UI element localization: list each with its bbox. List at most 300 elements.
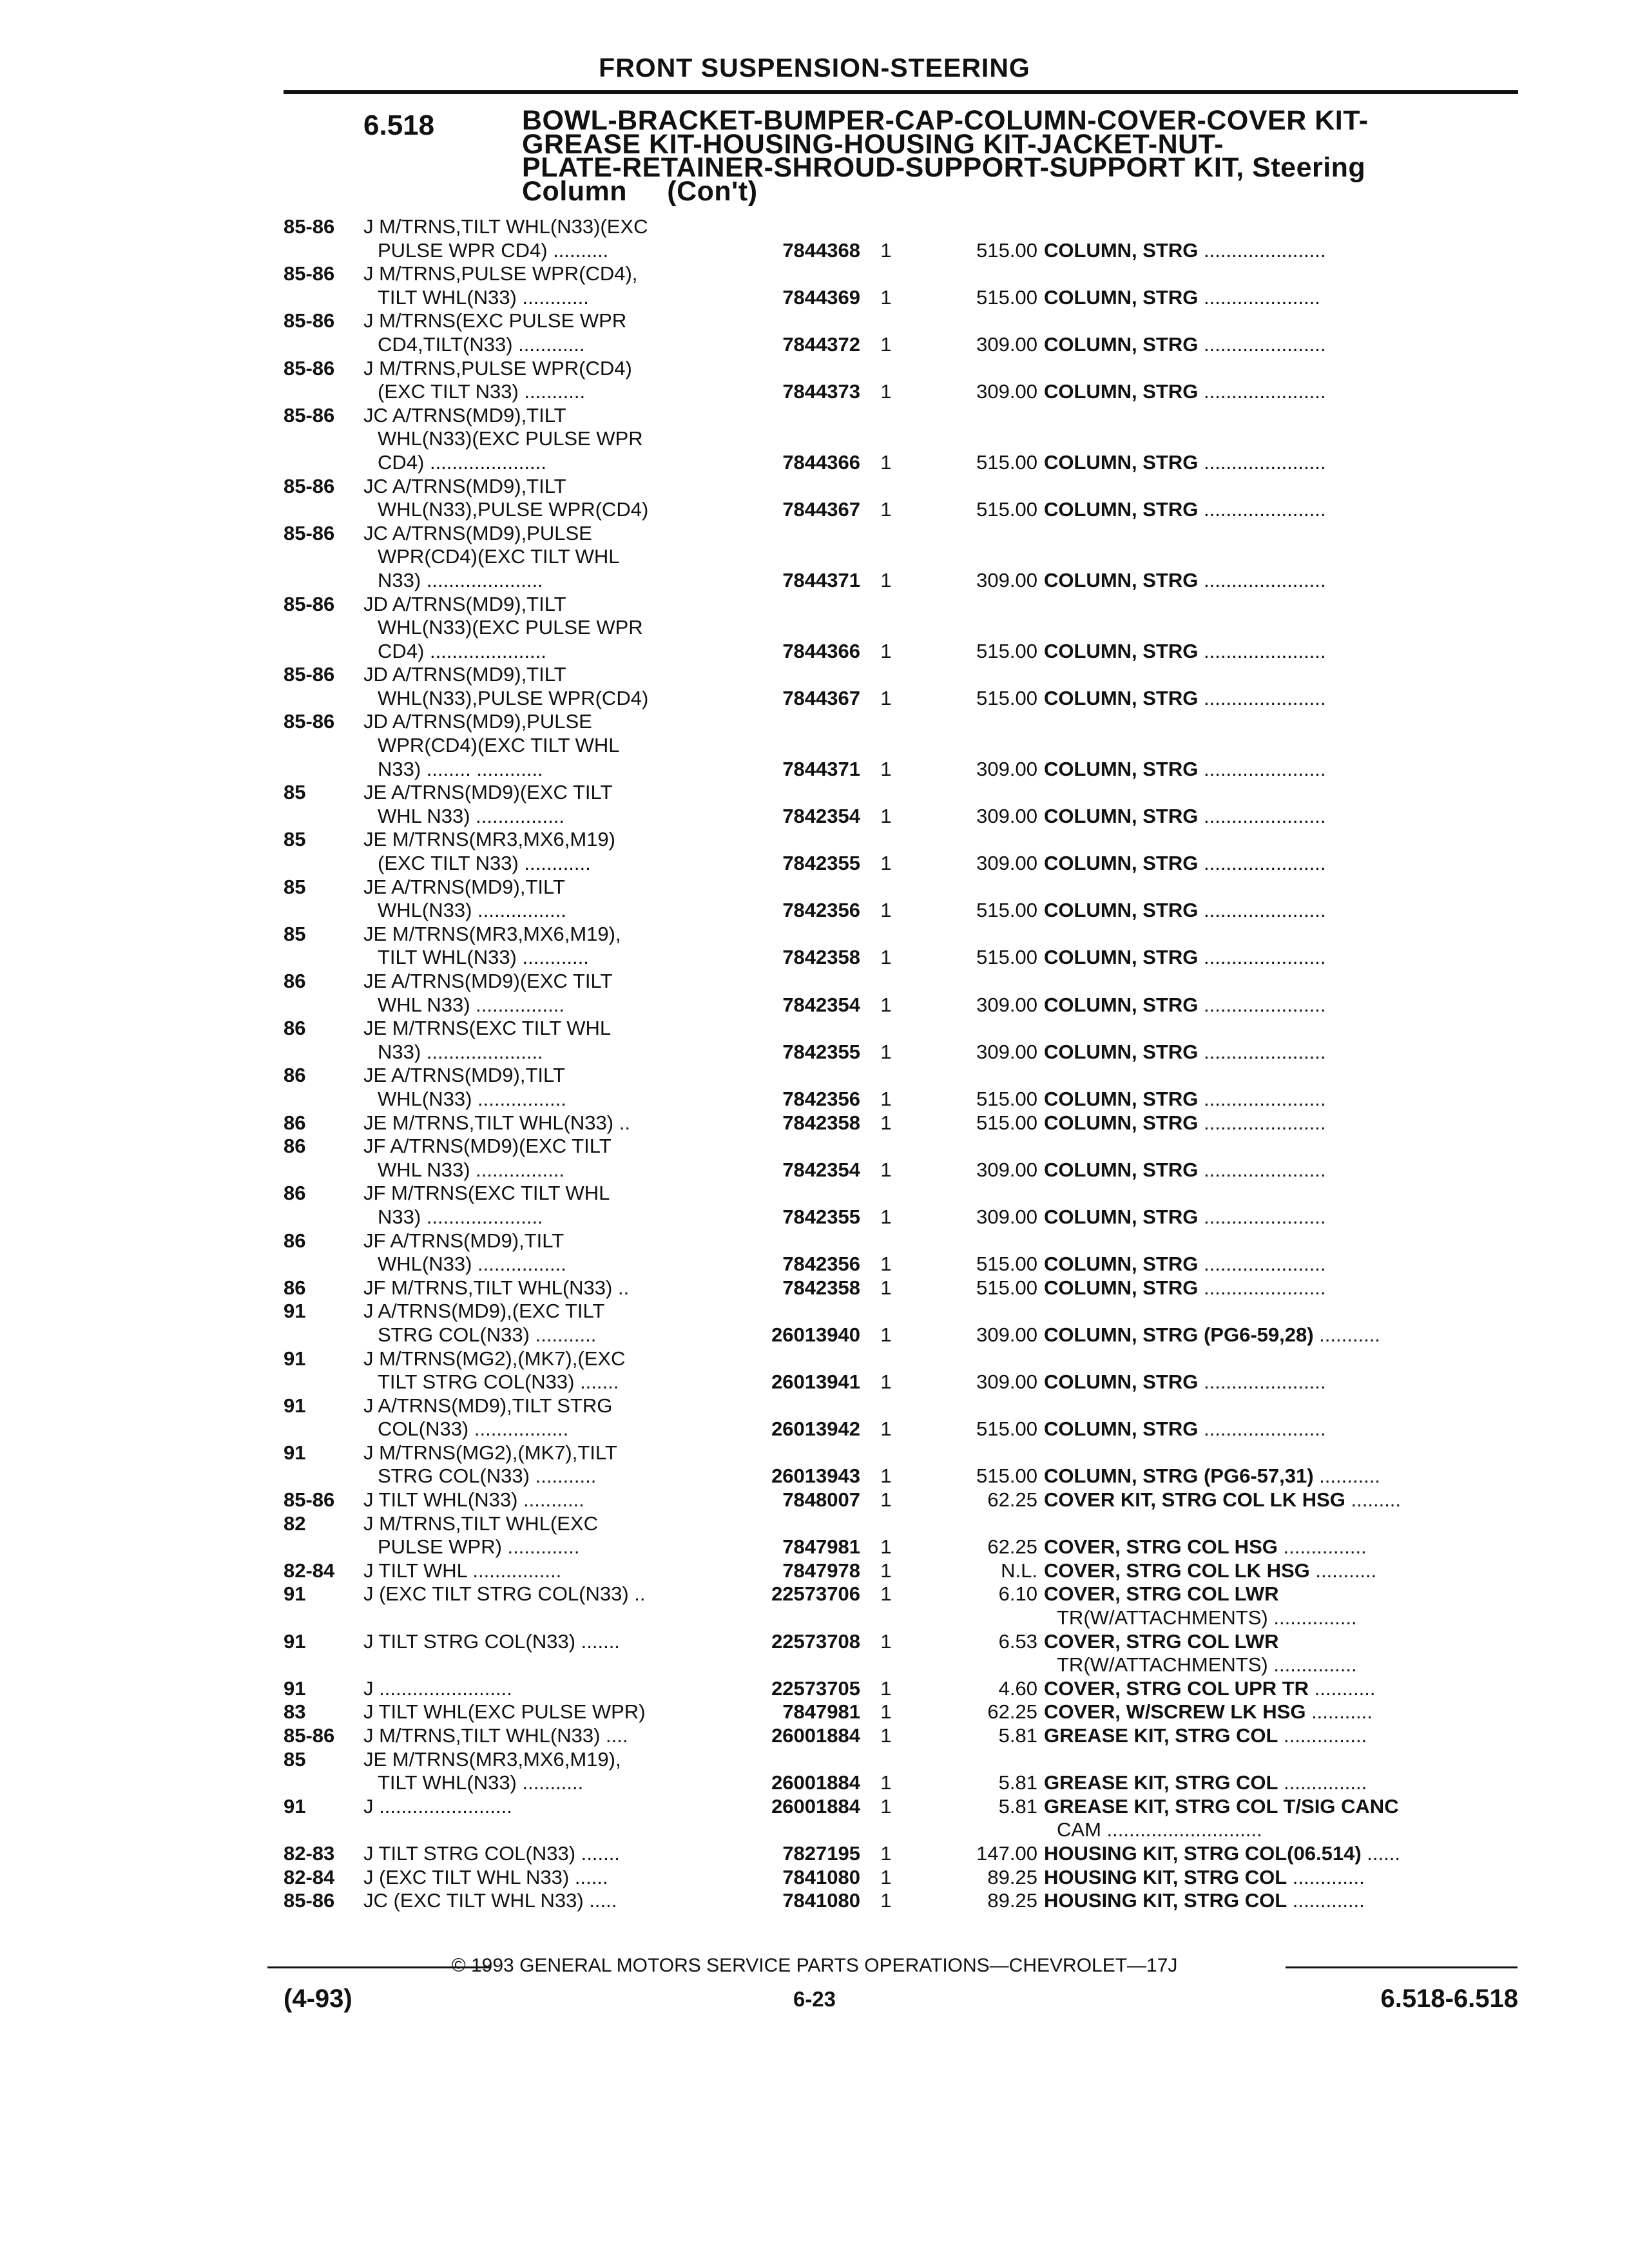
part-row-line: [284, 758, 1521, 782]
part-row: [284, 1276, 1521, 1300]
quantity: 1: [880, 450, 892, 474]
leader-dots: ......................: [1198, 332, 1326, 356]
part-row-line: [284, 1276, 1521, 1300]
part-row-line: [284, 687, 1521, 711]
part-number: 7844371: [782, 568, 860, 591]
usage-description: JE M/TRNS(MR3,MX6,M19),: [363, 922, 621, 945]
price: 62.25: [987, 1700, 1037, 1724]
price: 309.00: [976, 1040, 1037, 1063]
part-name: [1044, 1724, 1367, 1748]
usage-description: WHL(N33) ................: [378, 899, 566, 922]
quantity: 1: [880, 380, 892, 403]
part-name-text: COLUMN, STRG: [1044, 1276, 1199, 1299]
model-year: 85-86: [284, 262, 335, 285]
price: 515.00: [976, 238, 1037, 262]
part-row: [284, 876, 1521, 923]
part-name-text: COVER, STRG COL HSG: [1044, 1535, 1278, 1559]
part-row-line: [284, 1582, 1521, 1606]
usage-description: JF M/TRNS,TILT WHL(N33) ..: [363, 1276, 630, 1299]
usage-description: JC (EXC TILT WHL N33) .....: [363, 1889, 617, 1912]
usage-description: JD A/TRNS(MD9),PULSE: [363, 710, 592, 733]
usage-description: J TILT WHL(EXC PULSE WPR): [363, 1700, 646, 1724]
quantity: 1: [880, 332, 892, 356]
part-name: [1044, 1323, 1380, 1347]
quantity: 1: [880, 1040, 892, 1063]
part-row: [284, 1182, 1521, 1229]
usage-description: JE M/TRNS(EXC TILT WHL: [363, 1017, 612, 1040]
part-name: [1044, 569, 1325, 593]
quantity: 1: [880, 1771, 892, 1794]
price: 6.10: [998, 1582, 1037, 1606]
part-number: 7841080: [782, 1865, 860, 1888]
part-name: [1044, 1842, 1400, 1866]
part-row-line: [284, 1158, 1521, 1182]
parts-list: [284, 215, 1521, 1913]
usage-description: J M/TRNS(MG2),(MK7),(EXC: [363, 1347, 626, 1370]
quantity: 1: [880, 639, 892, 662]
part-name-text: COLUMN, STRG: [1044, 1158, 1199, 1181]
section-title-line: BOWL-BRACKET-BUMPER-CAP-COLUMN-COVER-COVER KIT-: [522, 105, 1369, 136]
usage-description: CD4) .....................: [378, 450, 546, 474]
model-year: 85-86: [284, 1488, 335, 1512]
part-row-line: [284, 1842, 1521, 1866]
part-row-line: [284, 781, 1521, 805]
part-number: 22573705: [771, 1677, 860, 1700]
quantity: 1: [880, 804, 892, 827]
quantity: 1: [880, 1158, 892, 1181]
quantity: 1: [880, 1889, 892, 1912]
part-name: [1044, 1677, 1375, 1701]
model-year: 86: [284, 1276, 306, 1299]
leader-dots: ......................: [1198, 1087, 1326, 1110]
part-name-text: TR(W/ATTACHMENTS): [1057, 1606, 1268, 1629]
usage-description: J M/TRNS(MG2),(MK7),TILT: [363, 1441, 617, 1464]
part-name-text: COLUMN, STRG: [1044, 757, 1199, 780]
header-rule: [284, 90, 1518, 94]
usage-description: JE M/TRNS,TILT WHL(N33) ..: [363, 1111, 630, 1134]
part-number: 7827195: [782, 1841, 860, 1865]
leader-dots: ......................: [1198, 238, 1326, 262]
part-row-line: [284, 852, 1521, 876]
quantity: 1: [880, 757, 892, 780]
leader-dots: ............................: [1101, 1818, 1262, 1841]
part-row-line: [284, 1017, 1521, 1041]
usage-description: WHL(N33) ................: [378, 1253, 566, 1276]
part-row: [284, 1700, 1521, 1724]
part-name: [1044, 1559, 1376, 1583]
part-number: 7842354: [782, 1158, 860, 1181]
quantity: 1: [880, 285, 892, 309]
part-name: [1044, 805, 1325, 829]
part-name: [1044, 1465, 1380, 1488]
leader-dots: ...........: [1309, 1677, 1376, 1700]
part-name-text: COLUMN, STRG: [1044, 450, 1199, 474]
model-year: 86: [284, 1135, 306, 1158]
part-row-line: [284, 262, 1521, 286]
footer-rule-right: [1286, 1966, 1518, 1968]
price: 309.00: [976, 568, 1037, 591]
part-name: [1057, 1606, 1357, 1630]
part-name: [1057, 1653, 1357, 1677]
usage-description: J TILT STRG COL(N33) .......: [363, 1629, 620, 1653]
part-row: [284, 1677, 1521, 1701]
part-name-text: COLUMN, STRG: [1044, 852, 1199, 875]
part-row: [284, 1889, 1521, 1913]
price: 515.00: [976, 1087, 1037, 1110]
part-name-text: COLUMN, STRG (PG6-57,31): [1044, 1465, 1314, 1488]
usage-description: JF M/TRNS(EXC TILT WHL: [363, 1182, 610, 1205]
price: 515.00: [976, 1276, 1037, 1299]
part-row-line: [284, 1653, 1521, 1677]
model-year: 85-86: [284, 1889, 335, 1912]
part-name-text: COLUMN, STRG: [1044, 1087, 1199, 1110]
part-row-line: [284, 522, 1521, 546]
usage-description: STRG COL(N33) ...........: [378, 1323, 597, 1346]
leader-dots: .........: [1345, 1488, 1402, 1512]
part-number: 7847981: [782, 1535, 860, 1559]
model-year: 85: [284, 781, 306, 804]
price: 515.00: [976, 498, 1037, 521]
price: 5.81: [998, 1724, 1037, 1747]
leader-dots: ......................: [1198, 852, 1326, 875]
part-row-line: [284, 1418, 1521, 1441]
usage-description: TILT WHL(N33) ............: [378, 285, 589, 309]
model-year: 86: [284, 1111, 306, 1134]
part-name-text: COVER, STRG COL UPR TR: [1044, 1677, 1309, 1700]
price: 309.00: [976, 804, 1037, 827]
part-row-line: [284, 1041, 1521, 1064]
usage-description: WHL N33) ................: [378, 804, 564, 827]
model-year: 91: [284, 1347, 306, 1370]
usage-description: JD A/TRNS(MD9),TILT: [363, 592, 566, 615]
part-row-line: [284, 1677, 1521, 1701]
part-row-line: [284, 1795, 1521, 1819]
model-year: 82-83: [284, 1841, 335, 1865]
usage-description: J TILT WHL(N33) ...........: [363, 1488, 584, 1512]
part-row: [284, 593, 1521, 664]
part-row-line: [284, 215, 1521, 239]
part-row: [284, 262, 1521, 309]
model-year: 82-84: [284, 1865, 335, 1888]
usage-description: WPR(CD4)(EXC TILT WHL: [378, 734, 620, 757]
price: 515.00: [976, 686, 1037, 709]
part-name: [1044, 758, 1325, 782]
usage-description: J M/TRNS,TILT WHL(EXC: [363, 1512, 598, 1535]
usage-description: TILT WHL(N33) ............: [378, 946, 589, 969]
part-number: 7844368: [782, 238, 860, 262]
price: 62.25: [987, 1488, 1037, 1512]
part-row-line: [284, 923, 1521, 947]
part-row-line: [284, 899, 1521, 923]
usage-description: JE A/TRNS(MD9)(EXC TILT: [363, 781, 613, 804]
part-row: [284, 309, 1521, 356]
part-number: 7842356: [782, 899, 860, 922]
model-year: 91: [284, 1394, 306, 1417]
leader-dots: ......................: [1198, 686, 1326, 709]
part-row-line: [284, 286, 1521, 310]
part-name: [1057, 1818, 1262, 1842]
part-row: [284, 522, 1521, 593]
leader-dots: ......................: [1198, 380, 1326, 403]
part-number: 26001884: [771, 1724, 860, 1747]
part-name-text: COLUMN, STRG: [1044, 686, 1199, 709]
part-row-line: [284, 970, 1521, 994]
quantity: 1: [880, 1559, 892, 1582]
part-number: 7842354: [782, 993, 860, 1016]
part-row-line: [284, 357, 1521, 381]
part-row-line: [284, 451, 1521, 475]
part-name: [1044, 946, 1325, 970]
usage-description: JE M/TRNS(MR3,MX6,M19): [363, 828, 615, 851]
part-row: [284, 1064, 1521, 1111]
part-name: [1044, 286, 1320, 310]
part-name-text: COLUMN, STRG: [1044, 332, 1199, 356]
price: 309.00: [976, 332, 1037, 356]
model-year: 85: [284, 828, 306, 851]
part-name: [1044, 1088, 1325, 1111]
part-number: 7844367: [782, 686, 860, 709]
part-name-text: HOUSING KIT, STRG COL: [1044, 1865, 1287, 1888]
quantity: 1: [880, 686, 892, 709]
part-name: [1044, 380, 1325, 404]
leader-dots: ......................: [1198, 1205, 1326, 1228]
quantity: 1: [880, 498, 892, 521]
part-name-text: COVER, STRG COL LK HSG: [1044, 1559, 1310, 1582]
leader-dots: ......................: [1198, 1040, 1326, 1063]
model-year: 85-86: [284, 309, 335, 332]
part-row-line: [284, 1206, 1521, 1229]
part-row-line: [284, 734, 1521, 758]
usage-description: JF A/TRNS(MD9),TILT: [363, 1229, 564, 1252]
quantity: 1: [880, 1205, 892, 1228]
leader-dots: ......................: [1198, 1370, 1326, 1394]
part-row-line: [284, 1088, 1521, 1111]
price: 309.00: [976, 1370, 1037, 1394]
model-year: 85-86: [284, 215, 335, 238]
model-year: 86: [284, 1017, 306, 1040]
part-number: 7842355: [782, 852, 860, 875]
usage-description: (EXC TILT N33) ............: [378, 852, 591, 875]
part-name: [1044, 239, 1325, 263]
leader-dots: ...........: [1309, 1559, 1377, 1582]
part-row-line: [284, 309, 1521, 333]
part-name-text: COLUMN, STRG: [1044, 1253, 1199, 1276]
model-year: 85-86: [284, 474, 335, 497]
part-name: [1044, 1582, 1279, 1606]
usage-description: J M/TRNS,TILT WHL(N33)(EXC: [363, 215, 648, 238]
quantity: 1: [880, 1323, 892, 1346]
price: 515.00: [976, 285, 1037, 309]
part-row-line: [284, 1465, 1521, 1488]
part-row: [284, 1111, 1521, 1135]
price: 89.25: [987, 1889, 1037, 1912]
price: 5.81: [998, 1794, 1037, 1818]
usage-description: WHL(N33),PULSE WPR(CD4): [378, 686, 649, 709]
part-row-line: [284, 1370, 1521, 1394]
part-row-line: [284, 1559, 1521, 1583]
usage-description: PULSE WPR CD4) ..........: [378, 238, 609, 262]
usage-description: JE A/TRNS(MD9)(EXC TILT: [363, 970, 613, 992]
leader-dots: ...............: [1268, 1653, 1357, 1677]
part-row-line: [284, 946, 1521, 970]
usage-description: TILT WHL(N33) ...........: [378, 1771, 584, 1794]
leader-dots: ......................: [1198, 568, 1326, 591]
usage-description: J ........................: [363, 1794, 512, 1818]
part-row-line: [284, 1182, 1521, 1206]
part-row-line: [284, 333, 1521, 357]
part-row: [284, 710, 1521, 781]
price: 62.25: [987, 1535, 1037, 1559]
usage-description: WHL(N33)(EXC PULSE WPR: [378, 427, 643, 450]
part-row-line: [284, 1748, 1521, 1772]
part-row-line: [284, 427, 1521, 451]
part-number: 26013940: [771, 1323, 860, 1346]
part-number: 7844373: [782, 380, 860, 403]
part-name: [1044, 1418, 1325, 1441]
part-row-line: [284, 1111, 1521, 1135]
part-row: [284, 663, 1521, 710]
part-row-line: [284, 1889, 1521, 1913]
part-row-line: [284, 475, 1521, 499]
part-row: [284, 970, 1521, 1017]
price: 515.00: [976, 450, 1037, 474]
part-name: [1044, 899, 1325, 923]
part-row-line: [284, 545, 1521, 569]
part-row-line: [284, 1394, 1521, 1418]
part-name-text: COLUMN, STRG: [1044, 238, 1199, 262]
usage-description: WHL(N33) ................: [378, 1087, 566, 1110]
part-row-line: [284, 1866, 1521, 1890]
usage-description: J M/TRNS,PULSE WPR(CD4): [363, 356, 632, 380]
usage-description: JC A/TRNS(MD9),PULSE: [363, 521, 592, 544]
price: 89.25: [987, 1865, 1037, 1888]
part-name: [1044, 1795, 1399, 1819]
model-year: 82: [284, 1512, 306, 1535]
leader-dots: ......................: [1198, 639, 1326, 662]
part-name: [1044, 1866, 1365, 1890]
price: 515.00: [976, 899, 1037, 922]
part-row-line: [284, 1724, 1521, 1748]
part-row-line: [284, 1700, 1521, 1724]
part-number: 7842358: [782, 946, 860, 969]
part-row: [284, 1229, 1521, 1276]
part-name-text: COLUMN, STRG: [1044, 1111, 1199, 1134]
part-name: [1044, 640, 1325, 664]
usage-description: N33) .....................: [378, 568, 543, 591]
part-number: 7842355: [782, 1040, 860, 1063]
part-name-text: COLUMN, STRG: [1044, 1040, 1199, 1063]
quantity: 1: [880, 993, 892, 1016]
part-row-line: [284, 805, 1521, 829]
usage-description: COL(N33) .................: [378, 1418, 569, 1441]
model-year: 85-86: [284, 356, 335, 380]
usage-description: WHL(N33)(EXC PULSE WPR: [378, 616, 643, 639]
part-row-line: [284, 640, 1521, 664]
leader-dots: ......................: [1198, 498, 1326, 521]
part-row: [284, 1842, 1521, 1866]
usage-description: STRG COL(N33) ...........: [378, 1465, 597, 1488]
quantity: 1: [880, 899, 892, 922]
leader-dots: ......................: [1198, 993, 1326, 1016]
part-name-text: COLUMN, STRG: [1044, 899, 1199, 922]
part-number: 7842354: [782, 804, 860, 827]
usage-description: WPR(CD4)(EXC TILT WHL: [378, 545, 620, 568]
section-title-line: PLATE-RETAINER-SHROUD-SUPPORT-SUPPORT KIT, Steering: [522, 152, 1366, 184]
model-year: 85-86: [284, 663, 335, 686]
leader-dots: ...........: [1313, 1465, 1380, 1488]
usage-description: J A/TRNS(MD9),TILT STRG: [363, 1394, 613, 1417]
model-year: 85: [284, 922, 306, 945]
part-number: 7847981: [782, 1700, 860, 1724]
model-year: 86: [284, 1229, 306, 1252]
part-number: 26001884: [771, 1771, 860, 1794]
usage-description: JC A/TRNS(MD9),TILT: [363, 403, 566, 427]
usage-description: JF A/TRNS(MD9)(EXC TILT: [363, 1135, 612, 1158]
price: 309.00: [976, 993, 1037, 1016]
usage-description: JE A/TRNS(MD9),TILT: [363, 1064, 565, 1087]
part-number: 7844372: [782, 332, 860, 356]
usage-description: JE M/TRNS(MR3,MX6,M19),: [363, 1747, 621, 1771]
usage-description: N33) .....................: [378, 1040, 543, 1063]
usage-description: JE A/TRNS(MD9),TILT: [363, 875, 565, 898]
section-title: [522, 105, 1527, 207]
part-row-line: [284, 994, 1521, 1017]
part-row: [284, 1300, 1521, 1347]
price: 309.00: [976, 1158, 1037, 1181]
part-row: [284, 781, 1521, 828]
part-name-text: COLUMN, STRG: [1044, 380, 1199, 403]
leader-dots: .............: [1287, 1865, 1365, 1888]
leader-dots: ......................: [1198, 1253, 1326, 1276]
leader-dots: ......................: [1198, 804, 1326, 827]
leader-dots: ......: [1361, 1841, 1400, 1865]
part-name-text: COLUMN, STRG: [1044, 1205, 1199, 1228]
part-name: [1044, 1158, 1325, 1182]
part-name-text: COLUMN, STRG: [1044, 285, 1199, 309]
quantity: 1: [880, 1535, 892, 1559]
leader-dots: ......................: [1198, 1158, 1326, 1181]
part-row-line: [284, 1323, 1521, 1347]
part-name-text: GREASE KIT, STRG COL: [1044, 1771, 1278, 1794]
part-name: [1044, 1111, 1325, 1135]
part-number: 7844371: [782, 757, 860, 780]
part-row: [284, 1347, 1521, 1394]
quantity: 1: [880, 1418, 892, 1441]
price: 515.00: [976, 1111, 1037, 1134]
leader-dots: .....................: [1198, 285, 1320, 309]
part-name: [1044, 1889, 1365, 1913]
part-name-text: COLUMN, STRG: [1044, 804, 1199, 827]
model-year: 86: [284, 970, 306, 992]
leader-dots: .............: [1287, 1889, 1365, 1912]
part-row: [284, 1441, 1521, 1488]
part-row-line: [284, 1135, 1521, 1158]
part-row: [284, 1630, 1521, 1677]
model-year: 86: [284, 1064, 306, 1087]
leader-dots: ...........: [1306, 1700, 1373, 1724]
footer-copyright: © 1993 GENERAL MOTORS SERVICE PARTS OPERATIONS—CHEVROLET—17J: [451, 1955, 1178, 1976]
part-row-line: [284, 1300, 1521, 1323]
quantity: 1: [880, 946, 892, 969]
part-number: 22573708: [771, 1629, 860, 1653]
part-name-text: COVER, W/SCREW LK HSG: [1044, 1700, 1306, 1724]
model-year: 85-86: [284, 521, 335, 544]
part-name: [1044, 1370, 1325, 1394]
part-number: 7848007: [782, 1488, 860, 1512]
part-name-text: GREASE KIT, STRG COL T/SIG CANC: [1044, 1794, 1399, 1818]
part-number: 22573706: [771, 1582, 860, 1606]
part-name: [1044, 1700, 1373, 1724]
